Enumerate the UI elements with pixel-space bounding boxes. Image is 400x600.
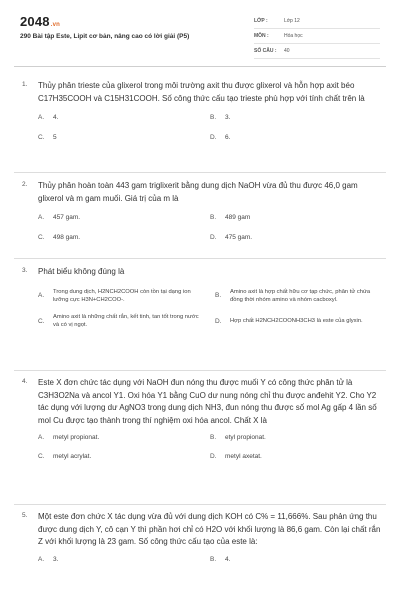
answer-letter: D. — [215, 317, 222, 325]
question-text: Một este đơn chức X tác dụng vừa đủ với dung dịch KOH có C% = 11,666%. Sau phản ứng thu được dung dịch Y, cô cạn Y thì phần hơi chỉ có H2O với khối lượng là 86,6 gam. Còn lại chất rắn Z với khối lượng là 23 gam. Số công thức cấu tạo của este là: — [38, 512, 381, 546]
answer-option-c[interactable] — [38, 313, 205, 329]
answer-option-c[interactable] — [38, 453, 210, 460]
meta-label: LỚP : — [254, 18, 268, 24]
question-1 — [22, 80, 382, 141]
meta-row-subject — [254, 29, 380, 44]
answer-letter: C. — [38, 453, 45, 460]
answer-option-d[interactable] — [210, 134, 382, 141]
question-number: 4. — [22, 378, 28, 385]
answer-text: 5 — [53, 134, 57, 141]
question-2 — [22, 180, 382, 241]
answer-option-d[interactable] — [210, 234, 382, 241]
answer-option-c[interactable] — [38, 234, 210, 241]
answer-letter: B. — [210, 434, 217, 441]
question-divider — [14, 504, 386, 505]
answer-list — [38, 434, 382, 460]
question-divider — [14, 370, 386, 371]
answer-letter: B. — [210, 114, 217, 121]
answer-letter: A. — [38, 214, 45, 221]
header-divider — [14, 66, 386, 67]
answer-letter: A. — [38, 434, 45, 441]
answer-letter: D. — [210, 134, 217, 141]
answer-text: metyl axetat. — [225, 453, 262, 460]
question-number: 1. — [22, 81, 28, 88]
question-divider — [14, 172, 386, 173]
site-logo[interactable] — [20, 14, 60, 29]
answer-option-a[interactable] — [38, 114, 210, 121]
question-number: 2. — [22, 181, 28, 188]
answer-list — [38, 288, 382, 330]
answer-text: 498 gam. — [53, 234, 81, 241]
answer-text: 4. — [53, 114, 59, 121]
question-number: 3. — [22, 267, 28, 274]
answer-letter: A. — [38, 292, 45, 300]
meta-table — [254, 14, 380, 59]
question-3 — [22, 266, 382, 329]
answer-text: 489 gam — [225, 214, 251, 221]
answer-letter: D. — [210, 453, 217, 460]
answer-text: 475 gam. — [225, 234, 253, 241]
question-5 — [22, 511, 382, 563]
question-text: Este X đơn chức tác dụng với NaOH đun nóng thu được muối Y có công thức phân tử là C3H3O2Na và ancol Y1. Oxi hóa Y1 bằng CuO dư nung nóng chỉ thu được anđehit Y2. Cho Y2 tác dụng với lượng dư AgNO3 trong dung dịch NH3, đun nóng thu được số mol Ag gấp 4 lần số mol Cu được tạo thành trong thí nghiệm oxi hóa ancol. Chất X là — [38, 378, 377, 425]
answer-text: Hợp chất H2NCH2COONH3CH3 là este của glyxin. — [230, 318, 363, 324]
answer-option-a[interactable] — [38, 288, 205, 304]
meta-value: 40 — [284, 48, 290, 54]
answer-option-a[interactable] — [38, 434, 210, 441]
question-4 — [22, 377, 382, 460]
question-number: 5. — [22, 512, 28, 519]
answer-letter: A. — [38, 114, 45, 121]
answer-list — [38, 214, 382, 241]
answer-letter: C. — [38, 134, 45, 141]
answer-letter: B. — [210, 555, 217, 563]
answer-option-b[interactable] — [210, 214, 382, 221]
answer-option-b[interactable] — [210, 114, 382, 121]
question-divider — [14, 258, 386, 259]
logo-suffix: .vn — [50, 22, 61, 28]
meta-value: Hóa học — [284, 33, 303, 39]
answer-option-b[interactable] — [215, 288, 382, 304]
meta-row-class — [254, 14, 380, 29]
answer-letter: C. — [38, 317, 45, 325]
answer-text: 3. — [225, 114, 231, 121]
answer-text: 457 gam. — [53, 214, 81, 221]
answer-list — [38, 556, 382, 563]
answer-letter: C. — [38, 234, 45, 241]
answer-text: etyl propionat. — [225, 434, 266, 441]
document-title: 290 Bài tập Este, Lipit cơ bản, nâng cao có lời giải (P5) — [20, 33, 190, 40]
answer-letter: A. — [38, 555, 45, 563]
answer-option-c[interactable] — [38, 134, 210, 141]
answer-text: 3. — [53, 555, 59, 563]
answer-text: 4. — [225, 555, 231, 563]
answer-text: metyl acrylat. — [53, 453, 92, 460]
answer-option-a[interactable] — [38, 556, 210, 563]
meta-label: SỐ CÂU : — [254, 48, 277, 54]
meta-value: Lớp 12 — [284, 18, 300, 24]
meta-label: MÔN : — [254, 33, 269, 39]
answer-letter: B. — [215, 292, 222, 300]
answer-option-b[interactable] — [210, 556, 382, 563]
question-text: Phát biểu không đúng là — [38, 267, 125, 276]
answer-text: Amino axit là hợp chất hữu cơ tạp chức, phân tử chứa đồng thời nhóm amino và nhóm cacboxyl. — [230, 288, 371, 303]
answer-text: metyl propionat. — [53, 434, 100, 441]
answer-option-d[interactable] — [215, 313, 382, 329]
answer-option-b[interactable] — [210, 434, 382, 441]
question-text: Thủy phân hoàn toàn 443 gam triglixerit bằng dung dịch NaOH vừa đủ thu được 46,0 gam glixerol và m gam muối. Giá trị của m là — [38, 181, 358, 203]
answer-option-a[interactable] — [38, 214, 210, 221]
answer-text: Trong dung dịch, H2NCH2COOH còn tồn tại dạng ion lưỡng cực H3N+CH2COO-. — [53, 288, 191, 303]
question-text: Thủy phân trieste của glixerol trong môi trường axit thu được glixerol và hỗn hợp axit béo C17H35COOH và C15H31COOH. Số công thức cấu tạo trieste phù hợp với tính chất trên là — [38, 81, 365, 103]
answer-letter: B. — [210, 214, 217, 221]
answer-option-d[interactable] — [210, 453, 382, 460]
logo-text: 2048 — [20, 14, 50, 29]
answer-text: Amino axit là những chất rắn, kết tinh, tan tốt trong nước và có vị ngọt. — [53, 313, 199, 329]
meta-row-count — [254, 44, 380, 59]
answer-list — [38, 114, 382, 141]
answer-letter: D. — [210, 234, 217, 241]
answer-text: 6. — [225, 134, 231, 141]
